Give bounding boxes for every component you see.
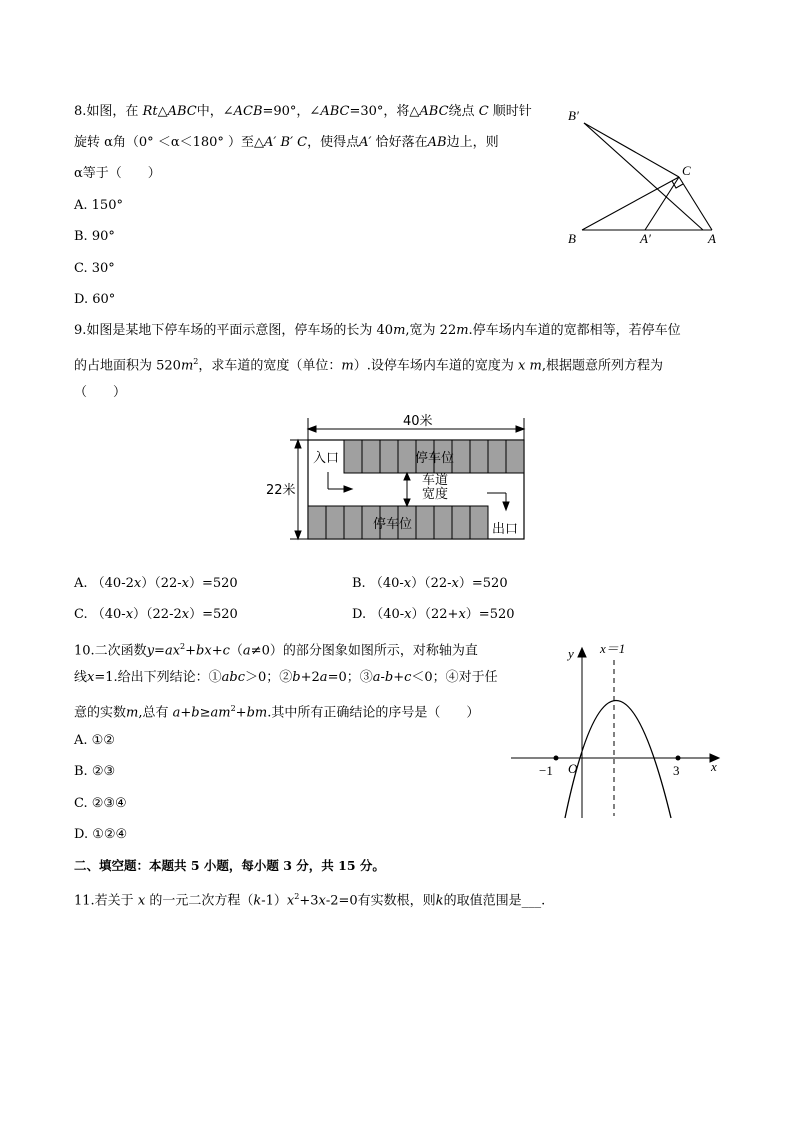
width-label: 40米 (403, 414, 433, 429)
entrance-arrow (328, 472, 352, 492)
q8-line2: 旋转 α角（0° ＜α＜180° ）至△A′ B′ C，使得点A′ 恰好落在AB边上，则 (74, 135, 499, 150)
q8-option-b: B. 90° (74, 229, 115, 244)
section-2-heading: 二、填空题：本题共 5 小题，每小题 3 分，共 15 分。 (74, 858, 385, 873)
q9-line2: 的占地面积为 $520m^2$，求车道的宽度（单位：m）.设停车场内车道的宽度为 x m,根据题意所列方程为 (74, 357, 663, 374)
label-aprime: A′ (640, 231, 651, 246)
seg-c-a (679, 177, 712, 230)
right-angle-mark (672, 181, 683, 188)
q8-triangle-figure (560, 100, 730, 250)
origin-label: O (568, 761, 578, 776)
label-a: A (708, 231, 716, 246)
q9-option-c: C. （40-x）（22-2x）=520 (74, 607, 238, 622)
label-bprime: B′ (568, 108, 579, 123)
q10-line1: 10.二次函数$y=ax^2+bx+c(a\ne 0)$的部分图象如图所示，对称轴为直 (74, 642, 478, 659)
entrance-label: 入口 (313, 451, 340, 466)
symmetry-label: x＝1 (600, 641, 626, 656)
q9-option-b: B. （40-x）（22-x）=520 (352, 576, 508, 591)
q8-line3: α等于（ ） (74, 166, 161, 181)
tick-3: 3 (673, 763, 680, 778)
label-b: B (568, 231, 576, 246)
q9-line3: （ ） (74, 385, 127, 400)
q10-line2: 线x=1.给出下列结论：①abc＞0；②b+2a=0；③a-b+c＜0；④对于任 (74, 670, 498, 685)
q11-line: 11.若关于 x 的一元二次方程$(k-1)x^2+3x-2=0$有实数根，则k的取值范围是___. (74, 892, 546, 909)
x-axis-label: x (711, 759, 717, 774)
q8-line1: 8.如图，在 Rt△ABC中，∠ACB=90°，∠ABC=30°，将△ABC绕点 C 顺时针 (74, 104, 532, 119)
exit-arrow (487, 493, 509, 510)
parabola-curve (565, 701, 671, 819)
q10-option-b: B. ②③ (74, 764, 116, 779)
q10-line3: 意的实数m,总有 $a+b\ge am^2+bm$.其中所有正确结论的序号是（ ） (74, 704, 480, 721)
height-label: 22米 (266, 483, 296, 498)
lane-width-arrow (404, 473, 410, 506)
q9-parking-figure (262, 410, 542, 545)
q10-parabola-figure (505, 638, 730, 823)
q9-option-d: D. （40-x）（22+x）=520 (352, 607, 515, 622)
q10-option-d: D. ①②④ (74, 827, 128, 842)
lane-label-2: 宽度 (422, 487, 449, 502)
q8-option-d: D. 60° (74, 292, 116, 307)
exit-label: 出口 (492, 522, 519, 537)
point-3 (676, 756, 681, 761)
lane-label-1: 车道 (422, 473, 449, 488)
tick-neg1: −1 (539, 763, 553, 778)
parking-label-bottom: 停车位 (373, 517, 413, 532)
y-axis-label: y (568, 646, 574, 661)
seg-bprime-c (584, 123, 679, 177)
q9-option-a: A. （40-2x）（22-x）=520 (74, 576, 238, 591)
seg-b-c (582, 177, 679, 230)
q9-line1: 9.如图是某地下停车场的平面示意图，停车场的长为 40m,宽为 22m.停车场内车道的宽都相等，若停车位 (74, 323, 681, 338)
q8-option-a: A. 150° (74, 198, 123, 213)
label-c: C (682, 163, 691, 178)
point-neg1 (554, 756, 559, 761)
q10-option-c: C. ②③④ (74, 796, 127, 811)
parking-label-top: 停车位 (415, 451, 455, 466)
q10-option-a: A. ①② (74, 733, 115, 748)
q8-option-c: C. 30° (74, 261, 115, 276)
